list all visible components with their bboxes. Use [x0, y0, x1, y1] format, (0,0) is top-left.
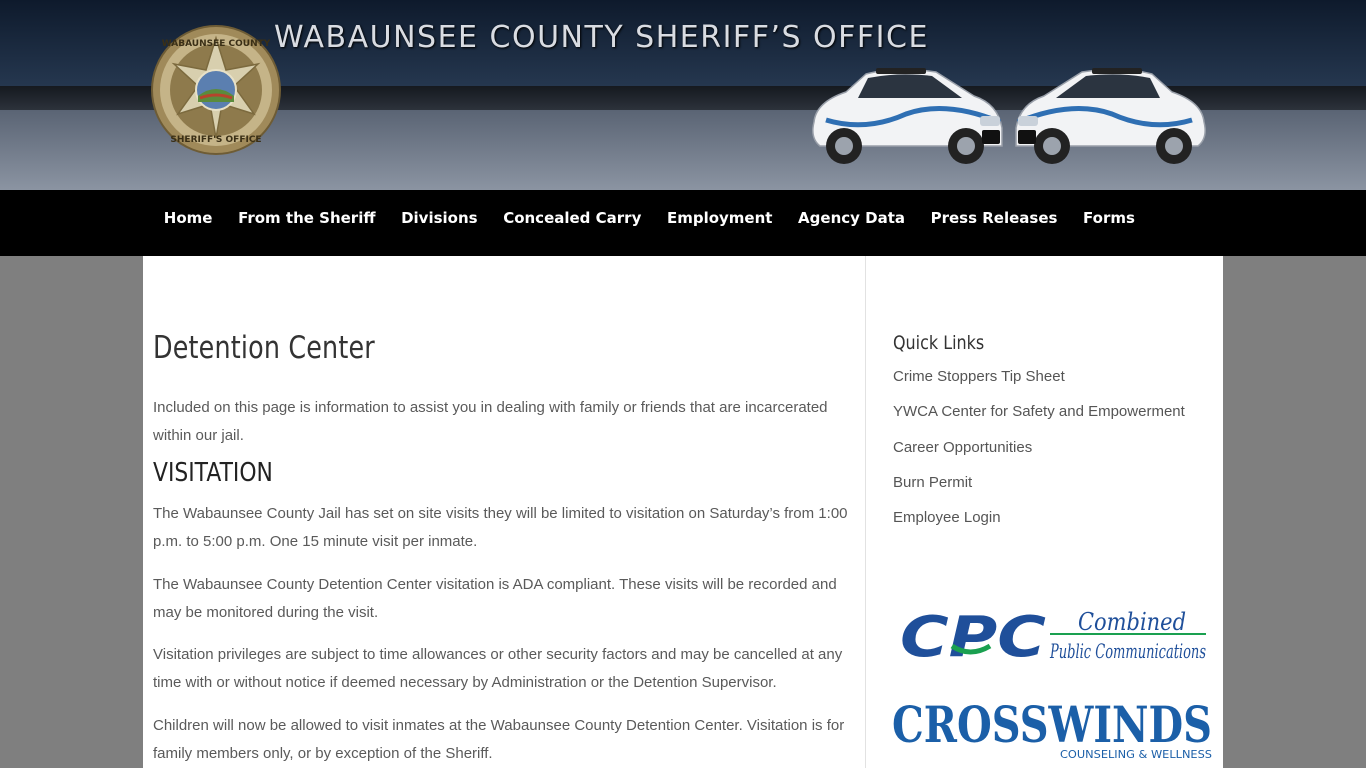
crosswinds-name: CROSSWINDS: [892, 695, 1212, 754]
nav-menu: [151, 190, 1148, 246]
cpc-line1: Combined: [1078, 608, 1186, 636]
cpc-line2: Public Communications: [1049, 639, 1206, 663]
intro-paragraph: Included on this page is information to assist you in dealing with family or friends that are incarcerated within our jail.: [153, 399, 828, 444]
right-patrol-car: [1016, 68, 1205, 164]
visitation-paragraph-4: Children will now be allowed to visit inmates at the Wabaunsee County Detention Center. Visitation is for family members only, or by exception of the Sheriff.: [153, 717, 845, 762]
badge-bottom-text: SHERIFF'S OFFICE: [170, 135, 262, 145]
page-title: Detention Center: [153, 330, 375, 366]
visitation-heading: VISITATION: [153, 458, 273, 488]
quick-link-ywca[interactable]: YWCA Center for Safety and Empowerment: [893, 403, 1185, 421]
badge-top-text: WABAUNSEE COUNTY: [161, 39, 271, 49]
quick-link-crime-stoppers[interactable]: Crime Stoppers Tip Sheet: [893, 368, 1065, 385]
left-patrol-car: [813, 68, 1002, 164]
sheriff-badge-logo[interactable]: [150, 24, 282, 156]
nav-item-press-releases[interactable]: Press Releases: [930, 209, 1058, 227]
crosswinds-tagline: COUNSELING & WELLNESS: [1060, 748, 1213, 761]
nav-item-divisions[interactable]: Divisions: [401, 209, 478, 227]
nav-item-agency-data[interactable]: Agency Data: [798, 209, 906, 227]
nav-item-from-the-sheriff[interactable]: From the Sheriff: [238, 209, 376, 227]
cpc-logo[interactable]: [900, 606, 1208, 666]
site-header: [0, 0, 1366, 190]
site-title[interactable]: WABAUNSEE COUNTY SHERIFF’S OFFICE: [274, 20, 929, 55]
visitation-paragraph-3: Visitation privileges are subject to time allowances or other security factors and may be cancelled at any time with or without notice if deemed necessary by Administration or the Detention Supervisor.: [153, 646, 843, 691]
nav-item-concealed-carry[interactable]: Concealed Carry: [503, 209, 642, 227]
quick-link-career-opportunities[interactable]: Career Opportunities: [893, 438, 1033, 456]
main-content: [143, 256, 865, 768]
nav-item-home[interactable]: Home: [163, 209, 213, 227]
main-navigation: [0, 190, 1366, 256]
cpc-initials: CPC: [900, 606, 1046, 666]
visitation-paragraph-1: The Wabaunsee County Jail has set on site visits they will be limited to visitation on Saturday’s from 1:00 p.m. to 5:00 p.m. One 15 minute visit per inmate.: [153, 505, 848, 550]
visitation-paragraph-2: The Wabaunsee County Detention Center visitation is ADA compliant. These visits will be recorded and may be monitored during the visit.: [153, 576, 837, 621]
quick-link-burn-permit[interactable]: Burn Permit: [893, 473, 973, 491]
nav-item-forms[interactable]: Forms: [1083, 209, 1135, 227]
crosswinds-logo[interactable]: [892, 686, 1214, 762]
nav-item-employment[interactable]: Employment: [666, 209, 773, 227]
quick-link-employee-login[interactable]: Employee Login: [893, 509, 1001, 527]
quick-links-list: [893, 363, 1185, 539]
sidebar: [866, 256, 1223, 768]
quick-links-title: Quick Links: [893, 332, 985, 354]
patrol-cars-image: [806, 62, 1212, 172]
